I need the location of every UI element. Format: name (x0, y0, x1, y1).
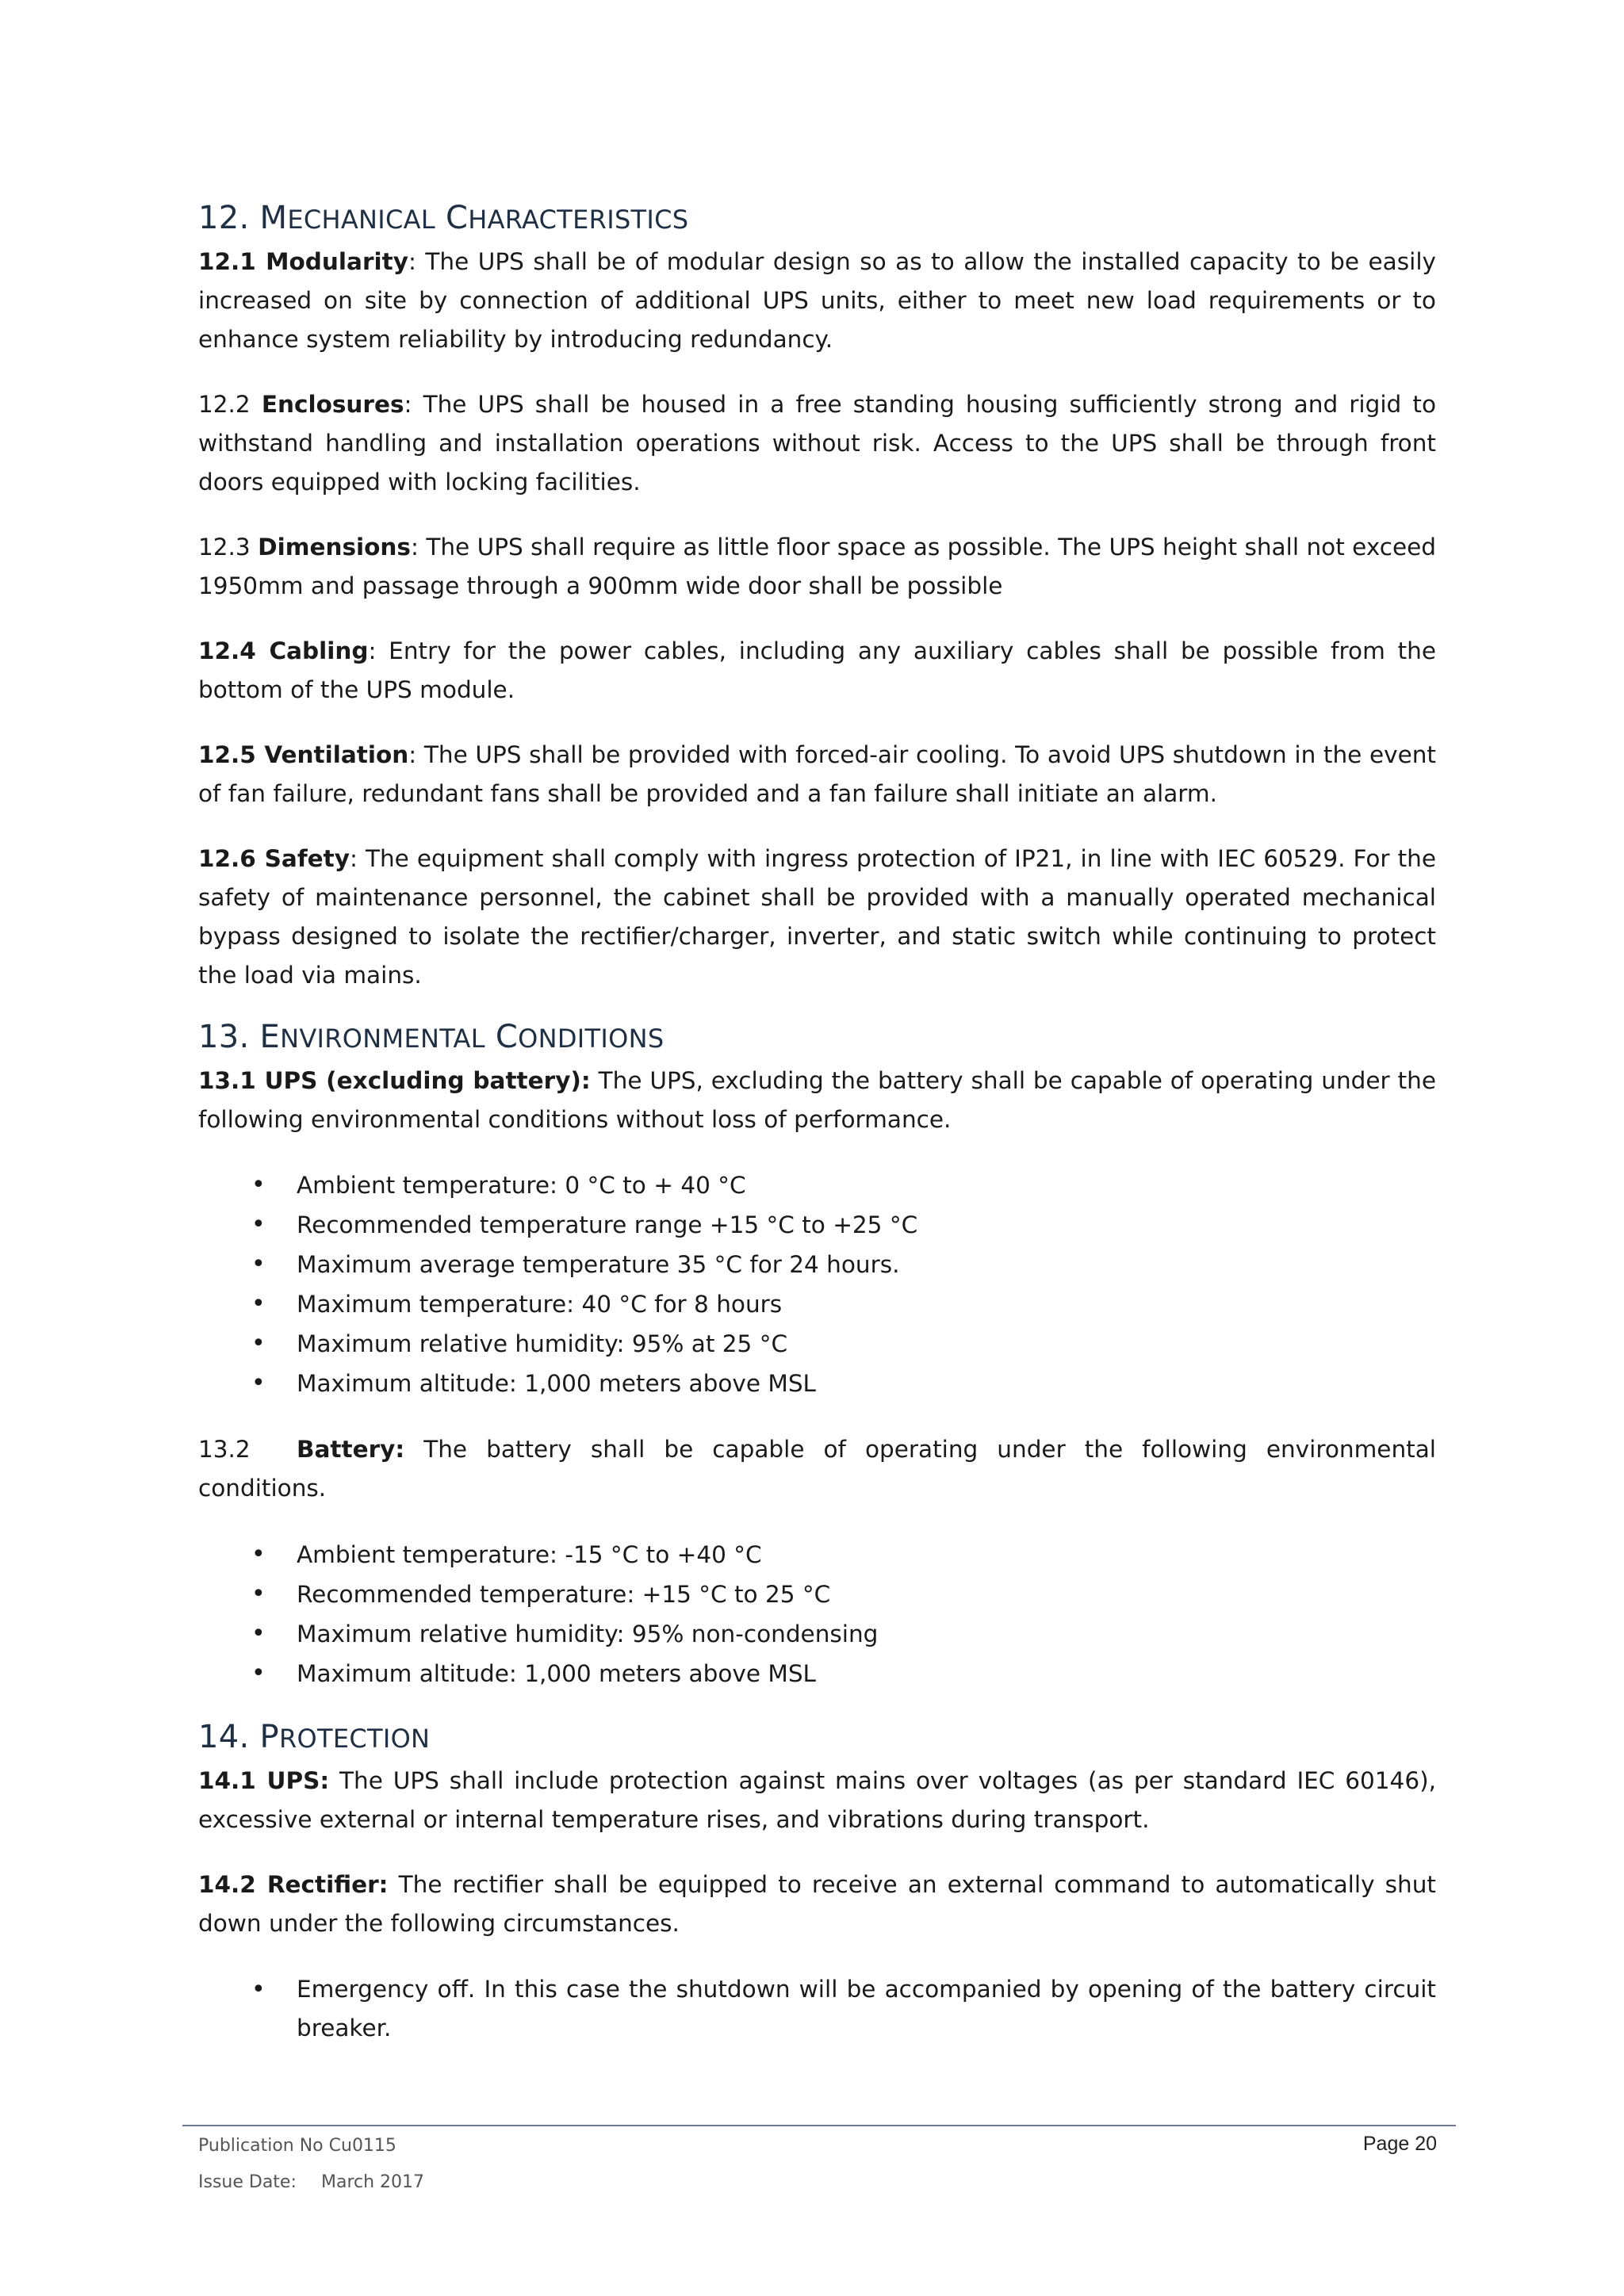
list-item: • Maximum altitude: 1,000 meters above MSL (198, 1364, 1436, 1403)
list-item: • Maximum relative humidity: 95% non-condensing (198, 1614, 1436, 1654)
list-item: • Maximum temperature: 40 °C for 8 hours (198, 1284, 1436, 1324)
page-content (198, 197, 1436, 2048)
paragraph-14-2: 14.2 Rectifier: The rectifier shall be equipped to receive an external command to automatically shut down under the following circumstances. (198, 1871, 1436, 1937)
paragraph-12-5: 12.5 Ventilation: The UPS shall be provided with forced-air cooling. To avoid UPS shutdown in the event of fan failure, redundant fans shall be provided and a fan failure shall initiate an alarm. (198, 741, 1437, 807)
paragraph-12-2: 12.2 Enclosures: The UPS shall be housed in a free standing housing sufficiently strong and rigid to withstand handling and installation operations without risk. Access to the UPS shall be through front doors equipped with locking facilities. (198, 391, 1436, 496)
publication-number: Publication No Cu0115 (198, 2136, 396, 2156)
list-item: • Maximum relative humidity: 95% at 25 °C (198, 1324, 1436, 1364)
footer-rule (182, 2125, 1456, 2126)
list-item: • Recommended temperature: +15 °C to 25 °C (198, 1575, 1436, 1614)
page-number: Page 20 (1362, 2133, 1437, 2155)
paragraph-14-1: 14.1 UPS: The UPS shall include protection against mains over voltages (as per standard IEC 60146), excessive external or internal temperature rises, and vibrations during transport. (198, 1767, 1436, 1833)
section-12-heading: 12. MECHANICAL CHARACTERISTICS (198, 200, 689, 236)
paragraph-12-3: 12.3 Dimensions: The UPS shall require as little floor space as possible. The UPS height shall not exceed 1950mm and passage through a 900mm wide door shall be possible (198, 534, 1436, 599)
ups-conditions-list (198, 1165, 1436, 1403)
paragraph-12-4: 12.4 Cabling: Entry for the power cables, including any auxiliary cables shall be possible from the bottom of the UPS module. (198, 637, 1436, 703)
battery-conditions-list (198, 1535, 1436, 1693)
list-item: • Emergency off. In this case the shutdown will be accompanied by opening of the battery circuit breaker. (198, 1970, 1436, 2048)
shutdown-circumstances-list (198, 1970, 1436, 2048)
section-13-heading: 13. ENVIRONMENTAL CONDITIONS (198, 1019, 665, 1055)
list-item: • Ambient temperature: 0 °C to + 40 °C (198, 1165, 1436, 1205)
paragraph-12-6: 12.6 Safety: The equipment shall comply with ingress protection of IP21, in line with IEC 60529. For the safety of maintenance personnel, the cabinet shall be provided with a manually operated mechanical bypass designed to isolate the rectifier/charger, inverter, and static switch while continuing to protect the load via mains. (198, 845, 1436, 989)
issue-date: Issue Date: March 2017 (198, 2172, 425, 2192)
paragraph-12-1: 12.1 Modularity: The UPS shall be of modular design so as to allow the installed capacity to be easily increased on site by connection of additional UPS units, either to meet new load requirements or to enhance system reliability by introducing redundancy. (198, 248, 1436, 353)
paragraph-13-1: 13.1 UPS (excluding battery): The UPS, excluding the battery shall be capable of operating under the following environmental conditions without loss of performance. (198, 1067, 1436, 1133)
list-item: • Maximum altitude: 1,000 meters above MSL (198, 1654, 1436, 1693)
section-14-heading: 14. PROTECTION (198, 1719, 431, 1755)
list-item: • Maximum average temperature 35 °C for 24 hours. (198, 1245, 1436, 1284)
list-item: • Recommended temperature range +15 °C to +25 °C (198, 1205, 1436, 1245)
list-item: • Ambient temperature: -15 °C to +40 °C (198, 1535, 1436, 1575)
paragraph-13-2: 13.2 Battery: The battery shall be capable of operating under the following environmental conditions. (198, 1436, 1436, 1502)
